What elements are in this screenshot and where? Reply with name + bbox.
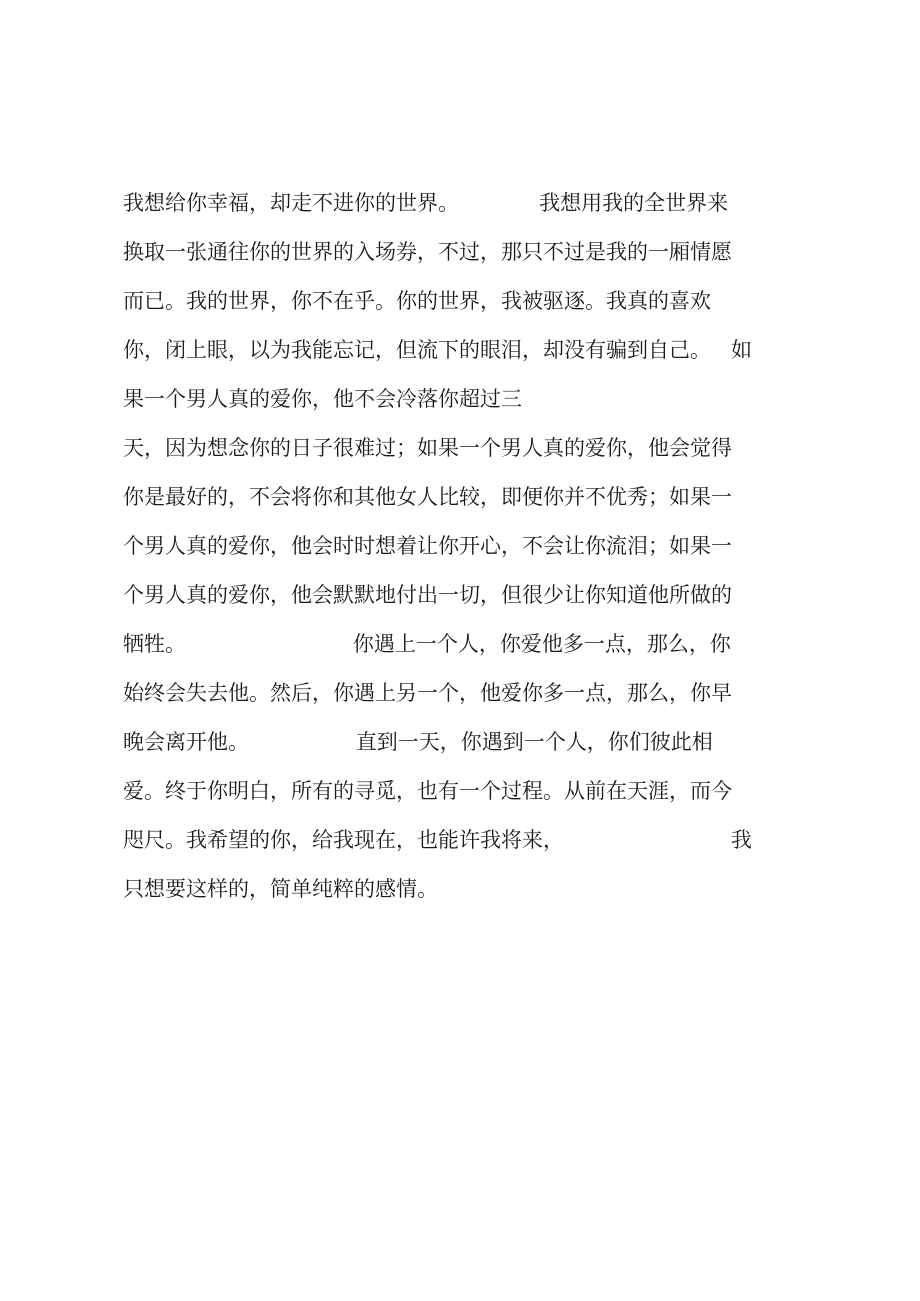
text-line: 你，闭上眼，以为我能忘记，但流下的眼泪，却没有骗到自己。 如 <box>123 338 753 362</box>
text-line: 你是最好的，不会将你和其他女人比较，即便你并不优秀；如果一 <box>123 485 732 509</box>
text-line: 而已。我的世界，你不在乎。你的世界，我被驱逐。我真的喜欢 <box>123 289 711 313</box>
body-text <box>123 182 813 917</box>
text-line: 咫尺。我希望的你，给我现在，也能许我将来， 我 <box>123 828 752 852</box>
text-line: 个男人真的爱你，他会时时想着让你开心，不会让你流泪；如果一 <box>123 534 732 558</box>
text-line: 爱。终于你明白，所有的寻觅，也有一个过程。从前在天涯，而今 <box>123 779 732 803</box>
text-line: 天，因为想念你的日子很难过；如果一个男人真的爱你，他会觉得 <box>123 436 732 460</box>
text-line: 个男人真的爱你，他会默默地付出一切，但很少让你知道他所做的 <box>123 583 732 607</box>
text-line: 果一个男人真的爱你，他不会冷落你超过三 <box>123 387 522 411</box>
text-line: 我想给你幸福，却走不进你的世界。 我想用我的全世界来 <box>123 191 729 215</box>
text-line: 始终会失去他。然后，你遇上另一个，他爱你多一点，那么，你早 <box>123 681 732 705</box>
text-line: 换取一张通往你的世界的入场券，不过，那只不过是我的一厢情愿 <box>123 240 732 264</box>
text-line: 晚会离开他。 直到一天，你遇到一个人，你们彼此相 <box>123 730 713 754</box>
text-line: 牺牲。 你遇上一个人，你爱他多一点，那么，你 <box>123 632 731 656</box>
text-line: 只想要这样的，简单纯粹的感情。 <box>123 877 438 901</box>
